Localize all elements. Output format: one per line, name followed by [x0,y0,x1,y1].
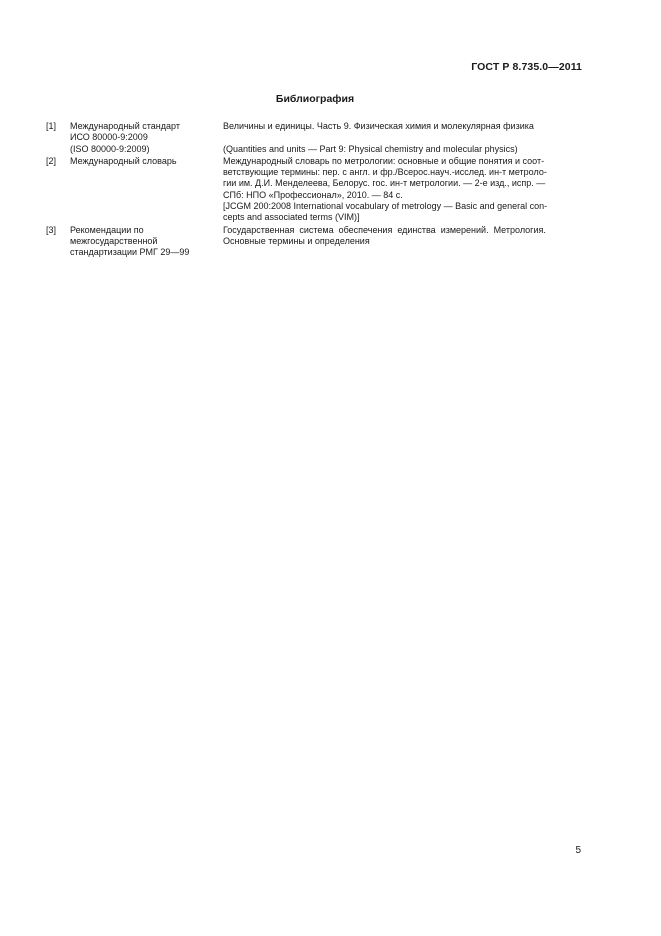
description-line: Величины и единицы. Часть 9. Физическая химия и молекулярная физика [223,121,534,131]
source-line: ИСО 80000-9:2009 [70,132,148,143]
entry-description [223,121,584,155]
source-line: (ISO 80000-9:2009) [70,143,150,154]
description-gap [223,132,584,143]
page-number: 5 [575,845,581,856]
entry-source [70,225,220,259]
bibliography-entry [46,121,584,155]
description-line: Государственная система обеспечения единства измерений. Метрология. [223,224,546,235]
entry-number: [1] [46,121,57,131]
bibliography-list [46,121,584,258]
entry-description [223,225,584,248]
description-line: [JCGM 200:2008 International vocabulary of metrology — Basic and general con- [223,201,548,212]
source-line: межгосударственной [70,235,158,246]
description-line: (Quantities and units — Part 9: Physical chemistry and molecular physics) [223,143,518,154]
section-title: Библиография [275,93,355,105]
description-line: Международный словарь по метрологии: основные и общие понятия и соот- [223,155,545,166]
description-line: Основные термины и определения [223,235,370,246]
entry-number: [3] [46,224,57,235]
description-line: гии им. Д.И. Менделеева, Белорус. гос. ин-т метрологии. — 2-е изд., испр. — [223,178,546,189]
entry-description [223,156,584,224]
entry-number: [2] [46,155,57,166]
description-line: cepts and associated terms (VIM)] [223,212,360,223]
description-line: ветствующие термины: пер. с англ. и фр./Всерос.науч.-исслед. ин-т метроло- [223,167,547,178]
document-code: ГОСТ Р 8.735.0—2011 [471,61,582,73]
bibliography-entry [46,156,584,224]
description-line: СПб: НПО «Профессионал», 2010. — 84 с. [223,189,403,200]
source-line: Рекомендации по [70,224,144,235]
bibliography-entry [46,224,584,258]
source-line: Международный стандарт [70,121,180,131]
source-line: Международный словарь [70,155,177,166]
entry-source [70,121,220,155]
source-line: стандартизации РМГ 29—99 [70,247,190,258]
entry-source [70,156,220,167]
